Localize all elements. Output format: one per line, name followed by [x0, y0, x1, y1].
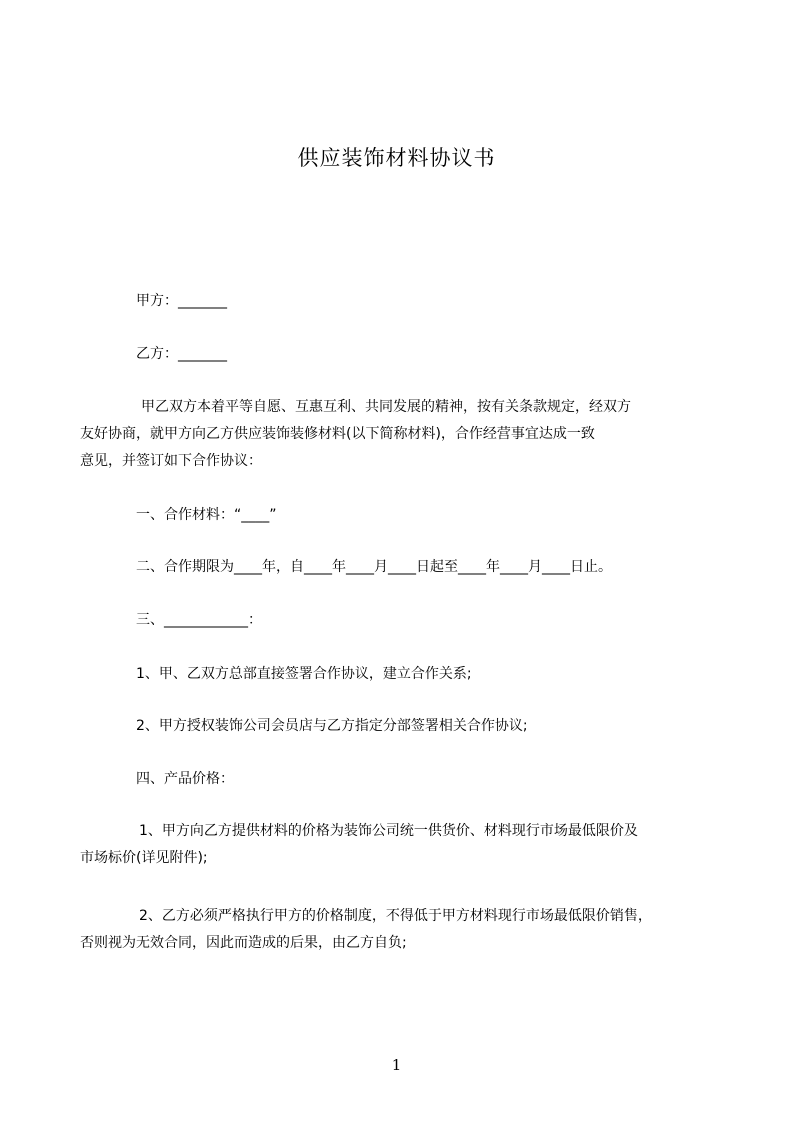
intro-line-1: 甲乙双方本着平等自愿、互惠互利、共同发展的精神，按有关条款规定，经双方 [141, 399, 631, 415]
section-4-item-2-line-1: 2、乙方必须严格执行甲方的价格制度，不得低于甲方材料现行市场最低限价销售， [139, 908, 652, 924]
section-4-item-1-line-1: 1、甲方向乙方提供材料的价格为装饰公司统一供货价、材料现行市场最低限价及 [139, 823, 638, 839]
document-title: 供应装饰材料协议书 [297, 146, 496, 170]
intro-line-2: 友好协商，就甲方向乙方供应装饰装修材料(以下简称材料)，合作经营事宜达成一致 [80, 426, 595, 442]
section-2-heading: 二、合作期限为____年，自____年____月____日起至____年____月____日止。 [136, 559, 612, 575]
section-4-item-1-line-2: 市场标价(详见附件); [80, 850, 208, 866]
section-1-heading: 一、合作材料：“____” [136, 507, 277, 523]
party-a-line: 甲方：_______ [136, 293, 227, 309]
section-4-heading: 四、产品价格： [136, 771, 234, 787]
section-3-item-2: 2、甲方授权装饰公司会员店与乙方指定分部签署相关合作协议; [136, 718, 528, 734]
section-3-item-1: 1、甲、乙双方总部直接签署合作协议，建立合作关系; [136, 666, 472, 682]
page-number: 1 [391, 1056, 402, 1074]
intro-line-3: 意见，并签订如下合作协议： [80, 453, 262, 469]
section-4-item-2 [80, 903, 680, 957]
section-4-item-2-line-2: 否则视为无效合同，因此而造成的后果，由乙方自负; [80, 935, 407, 951]
section-3-heading: 三、____________： [136, 612, 262, 628]
intro-paragraph [80, 394, 680, 475]
party-b-line: 乙方：_______ [136, 346, 227, 362]
section-4-item-1 [80, 818, 680, 872]
